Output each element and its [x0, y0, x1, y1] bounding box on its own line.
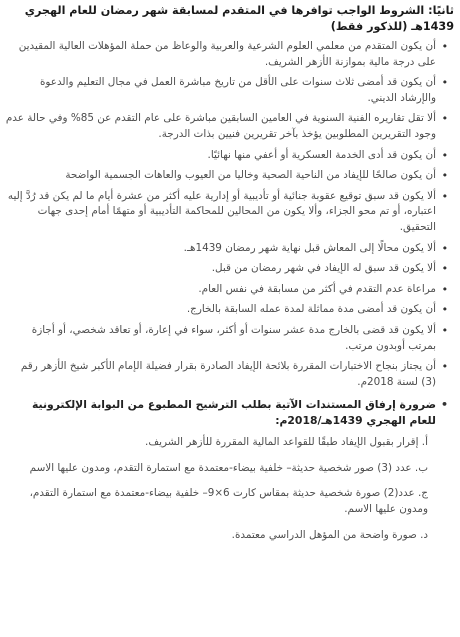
condition-item: • ألا تقل تقاريره الفنية السنوية في العامين السابقين مباشرة على عام التقدم عن 85% وفي حالة عدم وجود التقريرين المطلوبين يؤخذ بآخر تقريرين فنيين بذات الدرجة.: [4, 111, 454, 142]
condition-item: • أن يكون قد أمضى ثلاث سنوات على الأقل من تاريخ مباشرة العمل في مجال التعليم والدعوة والإرشاد الديني.: [4, 75, 454, 106]
condition-item: • ألا يكون قد سبق له الإيفاد في شهر رمضان من قبل.: [4, 261, 454, 277]
documents-heading: • ضرورة إرفاق المستندات الآتية بطلب الترشيح المطبوع من البوابة الإلكترونية للعام الهجري 1439هـ/2018م:: [4, 397, 454, 429]
condition-item: • ألا يكون قد قضى بالخارج مدة عشر سنوات أو أكثر، سواء في إعارة، أو تعاقد شخصي، أو أجازة بمرتب أوبدون مرتب.: [4, 323, 454, 354]
document-item: ج. عدد(2) صورة شخصية حديثة بمقاس كارت 6×9– خلفية بيضاء-معتمدة مع استمارة التقدم، ومدون عليها الاسم.: [29, 487, 428, 516]
document-item: د. صورة واضحة من المؤهل الدراسي معتمدة.: [231, 528, 428, 541]
condition-item: • أن يكون قد أدى الخدمة العسكرية أو أعفي منها نهائيًا.: [4, 148, 454, 164]
condition-item: • مراعاة عدم التقدم في أكثر من مسابقة في نفس العام.: [4, 282, 454, 298]
condition-item: • ألا يكون محالًا إلى المعاش قبل نهاية شهر رمضان 1439هـ.: [4, 241, 454, 257]
document-item: ب. عدد (3) صور شخصية حديثة– خلفية بيضاء-معتمدة مع استمارة التقدم، ومدون عليها الاسم: [29, 461, 428, 474]
section-heading: ثانيًا: الشروط الواجب توافرها في المتقدم لمسابقة شهر رمضان للعام الهجري 1439هـ (للذكور فقط): [24, 4, 454, 33]
condition-item: • ألا يكون قد سبق توقيع عقوبة جنائية أو تأديبية أو إدارية عليه أكثر من عشرة أيام ما لم يكن قد رُدَّ إليه اعتباره، أو تم محو الجزاء، وألا يكون من المحالين للمحاكمة التأديبية أو متهمًا أمام إحدى جهات التحقيق.: [4, 189, 454, 236]
condition-item: • أن يكون المتقدم من معلمي العلوم الشرعية والعربية والوعاظ من حملة المؤهلات العالية المقيدين على درجة مالية بموازنة الأزهر الشريف.: [4, 39, 454, 70]
condition-item: • أن يكون صالحًا للإيفاد من الناحية الصحية وخاليا من العيوب والعاهات الجسمية الواضحة: [4, 168, 454, 184]
conditions-list: [4, 39, 454, 390]
condition-item: • أن يجتاز بنجاح الاختبارات المقررة بلائحة الإيفاد الصادرة بقرار فضيلة الإمام الأكبر شيخ الأزهر رقم (3) لسنة 2018م.: [4, 359, 454, 390]
condition-item: • أن يكون قد أمضى مدة مماثلة لمدة عمله السابقة بالخارج.: [4, 302, 454, 318]
documents-list: [4, 435, 454, 543]
document-item: أ. إقرار بقبول الإيفاد طبقًا للقواعد المالية المقررة للأزهر الشريف.: [145, 436, 428, 449]
